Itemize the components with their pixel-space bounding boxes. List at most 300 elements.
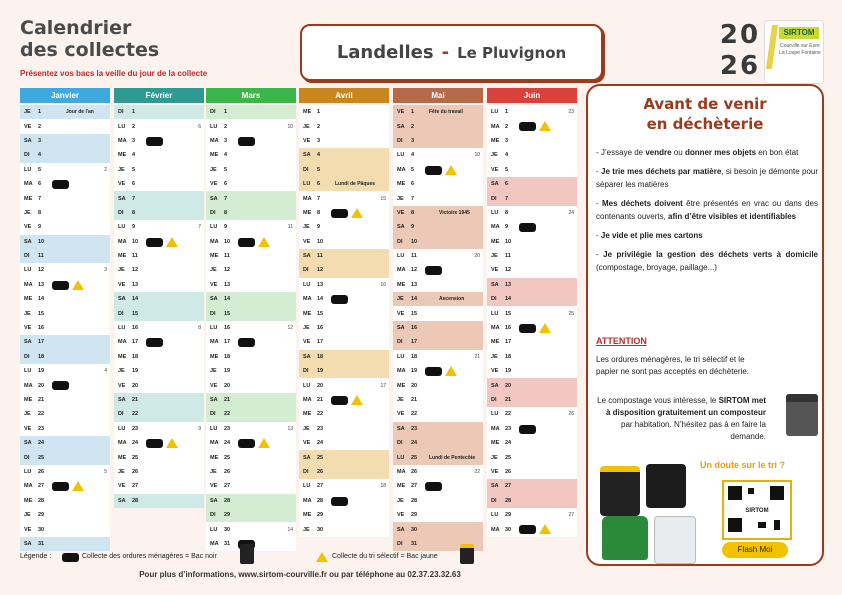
- recycling-collection-icon: [445, 366, 457, 376]
- day-number: 10: [132, 238, 139, 245]
- day-number: 4: [132, 152, 136, 159]
- logo-text: Courville sur Eure La Loupe Fontaine: [779, 43, 821, 56]
- day-number: 9: [132, 224, 136, 231]
- weekday-label: VE: [24, 325, 32, 332]
- weekday-label: DI: [491, 296, 497, 303]
- trash-collection-icon: [331, 396, 348, 405]
- day-row: [299, 364, 389, 378]
- day-number: 22: [317, 411, 324, 418]
- day-number: 22: [411, 411, 418, 418]
- weekday-label: MA: [397, 166, 406, 173]
- day-row: [393, 220, 483, 234]
- panel-item-5: - Je privilégie la gestion des déchets verts à domicile (compostage, broyage, paillage...): [596, 250, 818, 272]
- weekday-label: JE: [397, 296, 404, 303]
- day-row: [20, 350, 110, 364]
- day-number: 2: [132, 123, 136, 130]
- week-number: 22: [474, 468, 480, 475]
- day-row: [487, 465, 577, 479]
- weekday-label: ME: [491, 339, 500, 346]
- city-separator: -: [441, 42, 450, 63]
- attention-text: Les ordures ménagères, le tri sélectif et le papier ne sont pas acceptés en déchèterie.: [596, 355, 749, 376]
- weekday-label: LU: [303, 382, 311, 389]
- qr-module: [748, 488, 754, 494]
- day-number: 8: [132, 209, 136, 216]
- day-number: 25: [38, 454, 45, 461]
- qr-module: [758, 522, 766, 528]
- day-number: 26: [411, 468, 418, 475]
- weekday-label: LU: [491, 109, 499, 116]
- subtitle: Présentez vos bacs la veille du jour de la collecte: [20, 69, 208, 78]
- day-number: 27: [411, 483, 418, 490]
- day-number: 24: [38, 440, 45, 447]
- day-row: [20, 494, 110, 508]
- weekday-label: DI: [210, 209, 216, 216]
- weekday-label: LU: [24, 267, 32, 274]
- day-number: 23: [505, 425, 512, 432]
- day-number: 10: [224, 238, 231, 245]
- day-number: 26: [38, 468, 45, 475]
- day-number: 25: [317, 454, 324, 461]
- weekday-label: MA: [303, 296, 312, 303]
- day-number: 22: [38, 411, 45, 418]
- day-row: [299, 119, 389, 133]
- day-number: 13: [224, 281, 231, 288]
- day-number: 7: [132, 195, 136, 202]
- month-column: [393, 88, 483, 551]
- day-row: [206, 134, 296, 148]
- weekday-label: SA: [397, 123, 405, 130]
- day-number: 20: [505, 382, 512, 389]
- weekday-label: ME: [210, 253, 219, 260]
- weekday-label: LU: [210, 425, 218, 432]
- weekday-label: ME: [24, 397, 33, 403]
- weekday-label: SA: [303, 152, 311, 159]
- week-number: 11: [287, 224, 293, 231]
- week-number: 24: [568, 209, 574, 216]
- qr-corner: [728, 486, 742, 500]
- day-row: [206, 393, 296, 407]
- day-row: [20, 436, 110, 450]
- day-row: [20, 306, 110, 320]
- paper-container-image: [654, 516, 696, 564]
- day-row: [299, 206, 389, 220]
- month-header: Mars: [206, 88, 296, 103]
- weekday-label: DI: [24, 353, 30, 360]
- month-column: [299, 88, 389, 537]
- day-number: 16: [38, 325, 45, 332]
- weekday-label: VE: [118, 382, 126, 389]
- day-number: 10: [317, 238, 324, 245]
- day-number: 14: [505, 296, 512, 303]
- day-row: [299, 378, 389, 392]
- day-row: [20, 134, 110, 148]
- day-row: [393, 465, 483, 479]
- weekday-label: MA: [491, 325, 500, 332]
- day-row: [206, 407, 296, 421]
- day-number: 20: [38, 382, 45, 389]
- day-number: 19: [317, 368, 324, 375]
- recycling-collection-icon: [258, 438, 270, 448]
- weekday-label: SA: [491, 483, 499, 490]
- weekday-label: ME: [210, 454, 219, 461]
- day-number: 14: [38, 296, 45, 303]
- day-number: 12: [317, 267, 324, 274]
- week-number: 8: [198, 325, 201, 332]
- day-number: 2: [224, 123, 228, 130]
- day-number: 17: [132, 339, 139, 346]
- holiday-label: Lundi de Pâques: [335, 181, 376, 188]
- week-number: 26: [568, 411, 574, 418]
- weekday-label: SA: [491, 281, 499, 288]
- day-number: 5: [38, 166, 42, 173]
- weekday-label: LU: [491, 209, 499, 216]
- day-row: [20, 177, 110, 191]
- day-number: 29: [317, 512, 324, 519]
- day-number: 27: [132, 483, 139, 490]
- day-number: 30: [38, 526, 45, 533]
- day-row: [206, 206, 296, 220]
- weekday-label: SA: [24, 339, 32, 346]
- day-number: 15: [411, 310, 418, 317]
- month-header: Juin: [487, 88, 577, 103]
- day-row: [114, 378, 204, 392]
- day-number: 4: [411, 152, 415, 159]
- day-row: [299, 306, 389, 320]
- week-number: 6: [198, 123, 201, 130]
- day-number: 11: [505, 253, 511, 260]
- day-number: 25: [505, 454, 512, 461]
- day-row: [114, 436, 204, 450]
- qr-code[interactable]: [722, 480, 792, 540]
- day-row: [114, 191, 204, 205]
- day-number: 14: [224, 296, 231, 303]
- title-line-2: des collectes: [20, 39, 160, 61]
- day-number: 2: [317, 123, 321, 130]
- day-number: 20: [411, 382, 418, 389]
- weekday-label: ME: [118, 253, 127, 260]
- day-number: 4: [224, 152, 228, 159]
- day-row: [487, 263, 577, 277]
- weekday-label: JE: [303, 325, 310, 332]
- weekday-label: VE: [118, 181, 126, 188]
- weekday-label: VE: [491, 368, 499, 375]
- day-number: 27: [505, 483, 512, 490]
- sirtom-logo: [764, 20, 824, 84]
- legend-trash-icon: [62, 553, 79, 562]
- month-header: Avril: [299, 88, 389, 103]
- day-row: [393, 119, 483, 133]
- day-row: [299, 350, 389, 364]
- weekday-label: SA: [118, 497, 126, 504]
- weekday-label: MA: [118, 440, 127, 447]
- day-row: [114, 350, 204, 364]
- day-number: 8: [317, 209, 321, 216]
- day-number: 6: [224, 181, 228, 188]
- day-number: 6: [411, 181, 415, 188]
- day-row: [20, 105, 110, 119]
- week-number: 10: [287, 123, 293, 130]
- weekday-label: JE: [397, 397, 404, 403]
- week-number: 16: [380, 281, 386, 288]
- day-row: [487, 119, 577, 133]
- day-row: [299, 134, 389, 148]
- day-number: 5: [411, 166, 415, 173]
- panel-item-3: - Mes déchets doivent être présentés en vrac ou dans des contenants ouverts, afin d’être visibles et identifiables: [596, 199, 818, 221]
- day-row: [206, 436, 296, 450]
- day-row: [114, 479, 204, 493]
- day-row: [206, 119, 296, 133]
- week-number: 5: [104, 468, 107, 475]
- day-number: 27: [224, 483, 231, 490]
- day-number: 17: [224, 339, 231, 346]
- day-row: [299, 335, 389, 349]
- logo-bar: [766, 25, 778, 69]
- day-number: 28: [411, 497, 418, 504]
- day-number: 27: [38, 483, 45, 490]
- weekday-label: JE: [303, 526, 310, 533]
- trash-collection-icon: [238, 338, 255, 347]
- weekday-label: MA: [303, 397, 312, 403]
- weekday-label: ME: [491, 238, 500, 245]
- day-row: [393, 148, 483, 162]
- week-number: 27: [568, 512, 574, 519]
- weekday-label: ME: [397, 181, 406, 188]
- day-number: 10: [38, 238, 45, 245]
- weekday-label: SA: [397, 425, 405, 432]
- day-row: [393, 450, 483, 464]
- weekday-label: VE: [303, 440, 311, 447]
- panel-item-4: - Je vide et plie mes cartons: [596, 231, 703, 240]
- weekday-label: ME: [397, 382, 406, 389]
- weekday-label: SA: [491, 181, 499, 188]
- weekday-label: LU: [210, 123, 218, 130]
- weekday-label: JE: [210, 267, 217, 274]
- year: [718, 20, 762, 82]
- day-row: [393, 177, 483, 191]
- day-number: 3: [132, 137, 136, 144]
- day-row: [114, 393, 204, 407]
- legend-label: Légende :: [20, 553, 52, 560]
- day-row: [20, 191, 110, 205]
- weekday-label: ME: [491, 137, 500, 144]
- weekday-label: ME: [303, 109, 312, 116]
- day-number: 15: [38, 310, 45, 317]
- day-number: 31: [224, 540, 231, 547]
- day-number: 8: [505, 209, 509, 216]
- day-number: 17: [38, 339, 45, 346]
- month-header: Janvier: [20, 88, 110, 103]
- day-row: [487, 422, 577, 436]
- weekday-label: VE: [24, 224, 32, 231]
- trash-collection-icon: [425, 367, 442, 376]
- weekday-label: DI: [118, 411, 124, 418]
- day-row: [114, 321, 204, 335]
- weekday-label: JE: [210, 368, 217, 375]
- day-number: 11: [317, 253, 323, 260]
- day-number: 11: [224, 253, 230, 260]
- weekday-label: SA: [24, 440, 32, 447]
- trash-collection-icon: [52, 281, 69, 290]
- weekday-label: JE: [303, 123, 310, 130]
- flash-button[interactable]: Flash Moi: [722, 542, 788, 558]
- day-number: 7: [317, 195, 321, 202]
- day-number: 12: [411, 267, 418, 274]
- day-number: 11: [132, 253, 138, 260]
- day-row: [206, 465, 296, 479]
- day-row: [20, 335, 110, 349]
- day-row: [487, 249, 577, 263]
- weekday-label: DI: [24, 454, 30, 461]
- day-row: [487, 105, 577, 119]
- day-row: [20, 508, 110, 522]
- day-row: [299, 450, 389, 464]
- day-number: 16: [505, 325, 512, 332]
- day-row: [487, 522, 577, 536]
- day-row: [487, 450, 577, 464]
- weekday-label: JE: [24, 209, 31, 216]
- day-number: 18: [411, 353, 418, 360]
- weekday-label: SA: [397, 224, 405, 231]
- weekday-label: SA: [118, 296, 126, 303]
- legend-tri-icon: [316, 552, 328, 562]
- day-number: 1: [38, 109, 42, 116]
- weekday-label: DI: [397, 339, 403, 346]
- day-number: 5: [505, 166, 509, 173]
- weekday-label: JE: [118, 267, 125, 274]
- weekday-label: VE: [24, 526, 32, 533]
- day-number: 23: [317, 425, 324, 432]
- weekday-label: VE: [397, 411, 405, 418]
- day-number: 15: [224, 310, 231, 317]
- day-row: [206, 249, 296, 263]
- day-number: 29: [505, 512, 512, 519]
- panel-title-line-2: en déchèterie: [646, 115, 764, 133]
- weekday-label: VE: [303, 238, 311, 245]
- logo-badge: SIRTOM: [779, 27, 819, 39]
- day-row: [206, 235, 296, 249]
- day-number: 9: [411, 224, 415, 231]
- month-column: [20, 88, 110, 551]
- day-row: [206, 378, 296, 392]
- day-number: 23: [411, 425, 418, 432]
- day-number: 27: [317, 483, 324, 490]
- day-row: [299, 422, 389, 436]
- day-row: [206, 508, 296, 522]
- day-row: [20, 235, 110, 249]
- day-row: [487, 436, 577, 450]
- weekday-label: LU: [118, 224, 126, 231]
- weekday-label: SA: [118, 195, 126, 202]
- day-row: [487, 378, 577, 392]
- day-row: [299, 465, 389, 479]
- day-number: 25: [132, 454, 139, 461]
- week-number: 25: [568, 310, 574, 317]
- footer-info: Pour plus d’informations, www.sirtom-courville.fr ou par téléphone au 02.37.23.32.63: [139, 570, 461, 579]
- day-row: [20, 364, 110, 378]
- day-number: 19: [38, 368, 45, 375]
- week-number: 4: [104, 368, 107, 375]
- weekday-label: JE: [397, 195, 404, 202]
- day-row: [487, 220, 577, 234]
- trash-collection-icon: [519, 122, 536, 131]
- trash-collection-icon: [238, 137, 255, 146]
- weekday-label: MA: [397, 368, 406, 375]
- weekday-label: ME: [397, 281, 406, 288]
- weekday-label: ME: [24, 497, 33, 504]
- weekday-label: VE: [491, 267, 499, 274]
- day-number: 28: [38, 497, 45, 504]
- trash-collection-icon: [331, 209, 348, 218]
- trash-collection-icon: [238, 238, 255, 247]
- weekday-label: LU: [397, 353, 405, 360]
- day-row: [114, 494, 204, 508]
- weekday-label: SA: [118, 397, 126, 403]
- day-row: [114, 407, 204, 421]
- day-row: [114, 148, 204, 162]
- weekday-label: DI: [210, 411, 216, 418]
- day-row: [299, 177, 389, 191]
- weekday-label: LU: [210, 325, 218, 332]
- weekday-label: LU: [24, 368, 32, 375]
- day-row: [206, 364, 296, 378]
- day-row: [299, 278, 389, 292]
- day-number: 17: [411, 339, 418, 346]
- holiday-label: Ascension: [439, 296, 465, 303]
- day-number: 21: [317, 397, 324, 403]
- weekday-label: VE: [397, 109, 405, 116]
- day-row: [487, 235, 577, 249]
- day-row: [299, 220, 389, 234]
- day-row: [206, 278, 296, 292]
- day-number: 16: [317, 325, 324, 332]
- day-number: 22: [505, 411, 512, 418]
- day-number: 30: [411, 526, 418, 533]
- weekday-label: LU: [210, 526, 218, 533]
- day-number: 19: [411, 368, 418, 375]
- weekday-label: MA: [210, 339, 219, 346]
- day-number: 1: [224, 109, 228, 116]
- day-number: 13: [505, 281, 512, 288]
- week-number: 9: [198, 425, 201, 432]
- weekday-label: SA: [303, 253, 311, 260]
- weekday-label: ME: [118, 454, 127, 461]
- weekday-label: VE: [491, 468, 499, 475]
- weekday-label: ME: [303, 411, 312, 418]
- weekday-label: DI: [303, 166, 309, 173]
- day-number: 25: [411, 454, 418, 461]
- trash-collection-icon: [146, 137, 163, 146]
- weekday-label: DI: [397, 440, 403, 447]
- weekday-label: VE: [118, 483, 126, 490]
- day-number: 30: [224, 526, 231, 533]
- day-number: 23: [224, 425, 231, 432]
- day-row: [114, 306, 204, 320]
- weekday-label: MA: [491, 224, 500, 231]
- day-row: [487, 364, 577, 378]
- day-row: [393, 422, 483, 436]
- weekday-label: DI: [397, 137, 403, 144]
- day-number: 12: [38, 267, 45, 274]
- weekday-label: MA: [118, 238, 127, 245]
- week-number: 12: [287, 325, 293, 332]
- day-number: 3: [411, 137, 415, 144]
- weekday-label: SA: [24, 137, 32, 144]
- day-row: [20, 479, 110, 493]
- day-row: [393, 306, 483, 320]
- day-row: [114, 119, 204, 133]
- weekday-label: SA: [210, 397, 218, 403]
- weekday-label: VE: [303, 137, 311, 144]
